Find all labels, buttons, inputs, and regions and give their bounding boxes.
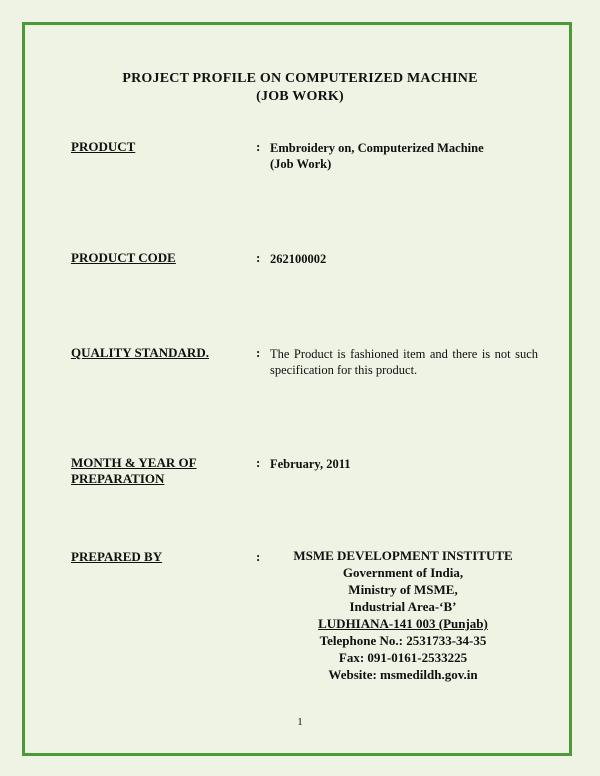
month-year-colon: : <box>256 455 261 470</box>
page-number: 1 <box>297 716 303 728</box>
address-fax: Fax: 091-0161-2533225 <box>338 650 468 665</box>
address-ministry: Ministry of MSME, <box>348 582 458 597</box>
document-title <box>0 70 600 106</box>
quality-standard-colon: : <box>256 345 261 360</box>
product-code-colon: : <box>256 250 261 265</box>
product-value-line-2: (Job Work) <box>270 157 332 171</box>
month-year-label-line-1: MONTH & YEAR OF <box>71 455 197 470</box>
quality-standard-value: The Product is fashioned item and there is not such specification for this product. <box>270 347 538 377</box>
address-area: Industrial Area-‘B’ <box>349 599 457 614</box>
product-value <box>270 140 538 172</box>
prepared-by-label: PREPARED BY <box>71 549 163 564</box>
product-code-value: 262100002 <box>270 252 327 266</box>
product-value-line-1: Embroidery on, Computerized Machine <box>270 141 484 155</box>
address-city: LUDHIANA-141 003 (Punjab) <box>318 616 488 631</box>
product-code-label: PRODUCT CODE <box>71 250 176 265</box>
title-line-1: PROJECT PROFILE ON COMPUTERIZED MACHINE <box>122 71 478 86</box>
address-website: Website: msmedildh.gov.in <box>328 667 478 682</box>
quality-standard-label: QUALITY STANDARD. <box>71 345 209 360</box>
month-year-label-line-2: PREPARATION <box>71 471 165 486</box>
month-year-value: February, 2011 <box>270 457 351 471</box>
title-line-2: (JOB WORK) <box>256 89 344 104</box>
address-institute: MSME DEVELOPMENT INSTITUTE <box>293 548 513 563</box>
month-year-label <box>71 455 197 487</box>
address-telephone: Telephone No.: 2531733-34-35 <box>319 633 487 648</box>
product-label: PRODUCT <box>71 139 136 154</box>
product-colon: : <box>256 139 261 154</box>
prepared-by-colon: : <box>256 549 261 564</box>
institute-address <box>276 547 530 683</box>
address-government: Government of India, <box>342 565 464 580</box>
